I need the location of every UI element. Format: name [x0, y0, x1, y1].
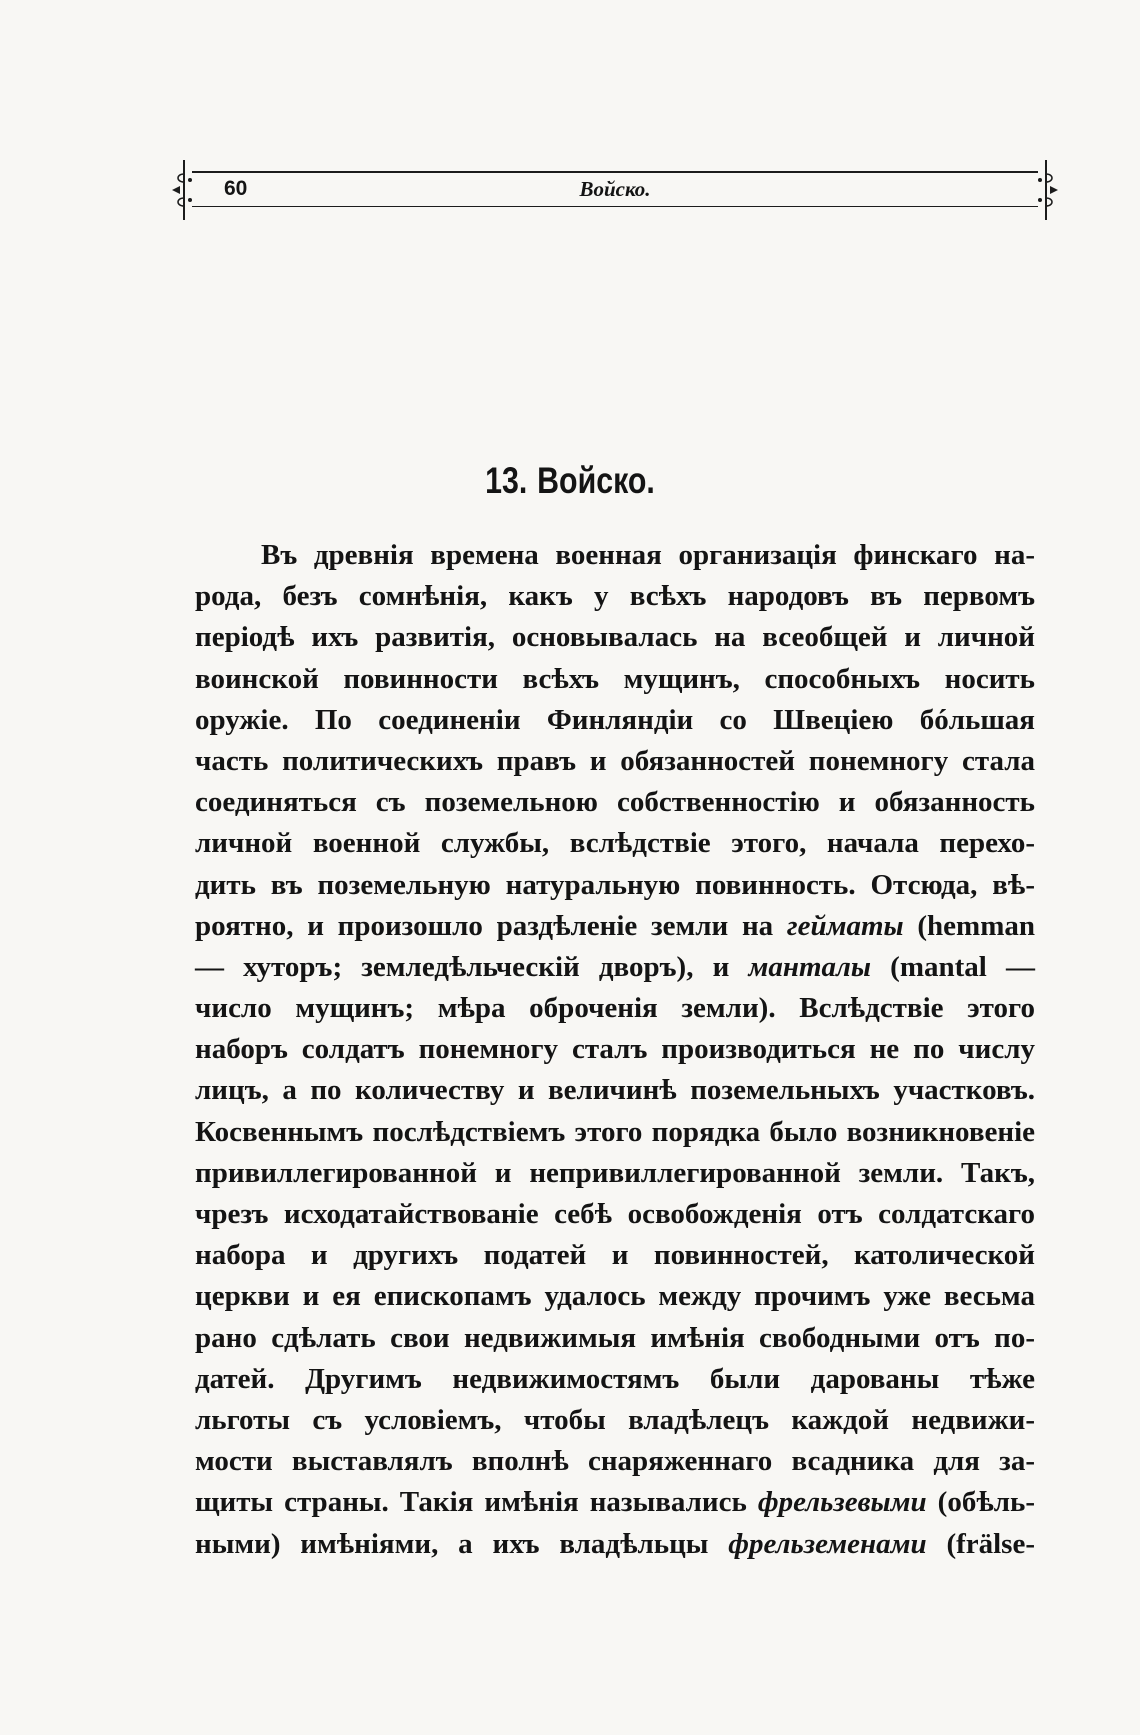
text-segment: чрезъ исходатайствованіе себѣ освобожденія отъ солдатскаго — [195, 1198, 1035, 1230]
text-line — [195, 782, 1035, 823]
text-segment: ными) имѣніями, а ихъ владѣльцы — [195, 1527, 729, 1560]
text-line — [195, 947, 1035, 988]
text-line — [195, 1029, 1035, 1070]
text-segment: (frälse- — [926, 1527, 1036, 1560]
text-line — [195, 617, 1035, 658]
text-segment: набора и другихъ податей и повинностей, католической — [195, 1239, 1035, 1272]
right-ornament-icon — [1034, 160, 1058, 220]
text-line — [195, 906, 1035, 947]
text-segment: мости выставлялъ вполнѣ снаряженнаго всадника для за- — [195, 1445, 1035, 1478]
italic-term: фрельзевыми — [757, 1486, 927, 1519]
running-title: Войско. — [579, 177, 651, 201]
text-line — [195, 659, 1035, 700]
text-segment: рода, безъ сомнѣнія, какъ у всѣхъ народовъ въ первомъ — [195, 580, 1035, 613]
header-rule-bottom — [192, 206, 1038, 207]
section-number: 13. — [485, 460, 528, 501]
running-header — [180, 160, 1050, 220]
text-segment: личной военной службы, вслѣдствіе этого, начала перехо- — [195, 827, 1035, 860]
text-segment: (mantal — — [871, 950, 1035, 983]
text-segment: наборъ солдатъ понемногу сталъ производиться не по числу — [195, 1033, 1035, 1066]
text-line — [195, 1400, 1035, 1441]
text-segment: церкви и ея епископамъ удалось между прочимъ уже весьма — [195, 1280, 1035, 1313]
text-segment: число мущинъ; мѣра оброченія земли). Вслѣдствіе этого — [195, 992, 1035, 1025]
text-segment: воинской повинности всѣхъ мущинъ, способныхъ носить — [195, 662, 1035, 695]
body-text — [195, 535, 1035, 1565]
italic-term: гейматы — [786, 909, 904, 942]
text-line — [195, 1482, 1035, 1523]
text-line — [195, 988, 1035, 1029]
text-segment: — хуторъ; земледѣльческій дворъ), и — [195, 950, 749, 983]
text-line — [195, 1524, 1035, 1565]
italic-term: манталы — [748, 950, 872, 983]
text-line — [195, 1235, 1035, 1276]
text-segment: оружіе. По соединеніи Финляндіи со Швеціею бóльшая — [195, 703, 1035, 736]
italic-term: фрельземенами — [728, 1527, 927, 1560]
text-segment: (hemman — [903, 909, 1035, 942]
text-line — [195, 1441, 1035, 1482]
text-line — [195, 865, 1035, 906]
text-line — [195, 1112, 1035, 1153]
text-segment: Косвеннымъ послѣдствіемъ этого порядка было возникновеніе — [195, 1115, 1035, 1148]
text-line — [195, 1276, 1035, 1317]
text-segment: рано сдѣлать свои недвижимыя имѣнія свободными отъ по- — [195, 1321, 1035, 1354]
text-line — [195, 1318, 1035, 1359]
text-segment: дить въ поземельную натуральную повинность. Отсюда, вѣ- — [195, 868, 1035, 901]
text-line — [195, 1070, 1035, 1111]
text-line — [195, 1359, 1035, 1400]
text-segment: періодѣ ихъ развитія, основывалась на всеобщей и личной — [195, 621, 1035, 654]
text-line — [195, 576, 1035, 617]
section-title: Войско. — [537, 460, 655, 501]
text-segment: датей. Другимъ недвижимостямъ были дарованы тѣже — [195, 1362, 1035, 1395]
page-number: 60 — [224, 177, 248, 200]
text-segment: лицъ, а по количеству и величинѣ поземельныхъ участковъ. — [195, 1074, 1035, 1107]
text-line — [195, 823, 1035, 864]
text-segment: соединяться съ поземельною собственностію и обязанность — [195, 786, 1035, 819]
text-line — [195, 741, 1035, 782]
text-segment: роятно, и произошло раздѣленіе земли на — [195, 909, 787, 942]
text-segment: щиты страны. Такія имѣнія назывались — [195, 1486, 758, 1519]
text-line — [195, 1194, 1035, 1235]
section-heading — [103, 460, 1038, 502]
text-segment: Въ древнія времена военная организація финскаго на- — [261, 539, 1035, 571]
text-line — [195, 700, 1035, 741]
text-segment: часть политическихъ правъ и обязанностей понемногу стала — [195, 744, 1035, 777]
header-rule-top — [192, 171, 1038, 173]
text-segment: льготы съ условіемъ, чтобы владѣлецъ каждой недвижи- — [195, 1403, 1035, 1436]
text-segment: привиллегированной и непривиллегированной земли. Такъ, — [195, 1156, 1035, 1189]
text-segment: (обѣль- — [926, 1486, 1035, 1519]
text-line — [195, 535, 1035, 576]
text-line — [195, 1153, 1035, 1194]
